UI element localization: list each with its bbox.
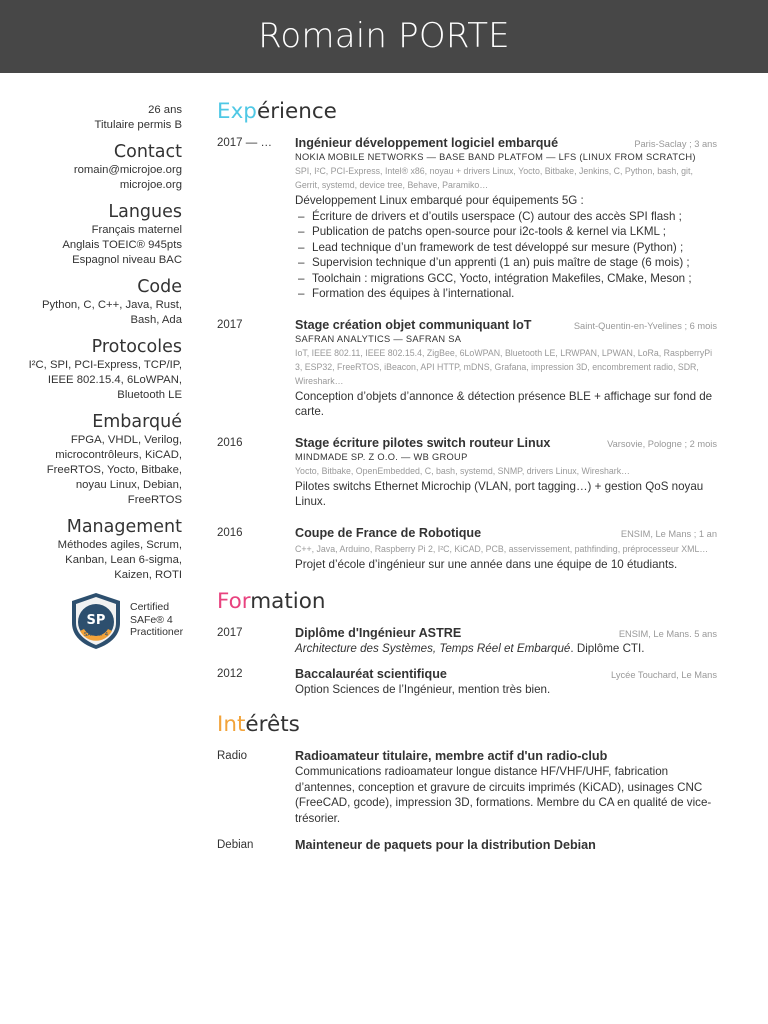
experience-entry — [217, 318, 717, 420]
entry-organization: NOKIA MOBILE NETWORKS — BASE BAND PLATFOM — LFS (LINUX FROM SCRATCH) — [295, 152, 696, 162]
protocols-line: IEEE 802.15.4, 6LoWPAN, — [47, 374, 182, 386]
age: 26 ans — [148, 104, 182, 116]
management-line: Méthodes agiles, Scrum, — [57, 539, 182, 551]
management-line: Kanban, Lean 6-sigma, — [65, 554, 182, 566]
bullet-item: – Publication de patchs open-source pour i2c-tools & kernel via LKML ; — [312, 224, 717, 240]
entry-date: 2017 — [217, 627, 243, 639]
entry-location: Lycée Touchard, Le Mans — [611, 669, 717, 680]
bullet-item: – Toolchain : migrations GCC, Yocto, intégration Makefiles, CMake, Meson ; — [312, 271, 717, 287]
entry-title: Coupe de France de Robotique — [295, 525, 482, 540]
formation-title-highlight: For — [217, 589, 251, 614]
formation-entry — [217, 626, 717, 657]
entry-tags: Yocto, Bitbake, OpenEmbedded, C, bash, systemd, SNMP, drivers Linux, Wireshark… — [295, 465, 630, 476]
entry-tags: C++, Java, Arduino, Raspberry Pi 2, I²C, KiCAD, PCB, asservissement, pathfinding, préprocesseur XML… — [295, 543, 709, 554]
embedded-line: microcontrôleurs, KiCAD, — [55, 449, 182, 461]
protocols-title: Protocoles — [91, 337, 182, 357]
contact-email[interactable]: romain@microjoe.org — [73, 164, 182, 176]
embedded-line: noyau Linux, Debian, — [75, 479, 182, 491]
embedded-section — [0, 411, 182, 508]
cert-line: SAFe® 4 — [130, 613, 173, 626]
entry-date: Radio — [217, 750, 248, 762]
entry-tags: IoT, IEEE 802.11, IEEE 802.15.4, ZigBee, 6LoWPAN, Bluetooth LE, LRWPAN, LPWAN, LoRa, RaspberryPi 3, ESP32, FreeRTOS, iBeacon, API HTTP, mDNS, Grafana, impression 3D, encombrement radio, SDR, Wireshark… — [295, 347, 713, 386]
experience-title — [217, 98, 717, 126]
contact-title: Contact — [113, 142, 182, 162]
badge-sub-text: SAFe® 4 — [83, 632, 109, 638]
entry-title: Ingénieur développement logiciel embarqué — [295, 136, 559, 150]
entry-description: Projet d’école d’ingénieur sur une année dans une équipe de 10 étudiants. — [295, 557, 678, 571]
entry-date: 2017 — … — [217, 137, 272, 149]
interests-section — [217, 711, 717, 852]
entry-tags: SPI, I²C, PCI-Express, Intel® x86, noyau + drivers Linux, Yocto, Bitbake, Jenkins, C, Python, bash, git, Gerrit, systemd, device tree, Behave, Paramiko… — [295, 166, 693, 190]
entry-title: Radioamateur titulaire, membre actif d'un radio-club — [295, 749, 608, 763]
entry-location: Paris-Saclay ; 3 ans — [634, 139, 717, 149]
personal-info — [0, 103, 182, 133]
entry-location: Varsovie, Pologne ; 2 mois — [607, 438, 717, 449]
interests-title — [217, 711, 717, 739]
management-title: Management — [66, 517, 182, 537]
bullet-item: – Lead technique d’un framework de test développé sur mesure (Python) ; — [312, 240, 717, 256]
contact-website[interactable]: microjoe.org — [119, 179, 182, 191]
code-line: Bash, Ada — [130, 314, 182, 326]
formation-title — [217, 588, 717, 616]
embedded-line: FreeRTOS — [127, 494, 182, 506]
entry-description: Développement Linux embarqué pour équipements 5G : — [295, 194, 584, 207]
entry-date: 2016 — [217, 526, 243, 539]
main-content — [217, 98, 717, 864]
entry-title: Diplôme d'Ingénieur ASTRE — [295, 626, 462, 640]
protocols-line: I²C, SPI, PCI-Express, TCP/IP, — [28, 359, 182, 371]
bullet-item: – Écriture de drivers et d’outils userspace (C) autour des accès SPI flash ; — [312, 209, 717, 225]
entry-location: ENSIM, Le Mans ; 1 an — [620, 528, 717, 539]
formation-title-rest: mation — [250, 589, 326, 614]
entry-organization: MINDMADE SP. Z O.O. — WB GROUP — [295, 451, 468, 462]
cert-line: Certified — [130, 601, 170, 613]
entry-description: Pilotes switchs Ethernet Microchip (VLAN, port tagging…) + gestion QoS noyau Linux. — [295, 479, 704, 508]
entry-date: 2016 — [217, 436, 243, 449]
interests-title-rest: érêts — [245, 712, 300, 737]
embedded-line: FPGA, VHDL, Verilog, — [70, 434, 182, 446]
formation-entry — [217, 667, 717, 698]
cert-text — [130, 601, 183, 639]
entry-date: Debian — [217, 839, 254, 851]
experience-entry — [217, 436, 717, 510]
entry-title: Stage création objet communiquant IoT — [295, 317, 532, 332]
language-line: Anglais TOEIC® 945pts — [62, 239, 182, 251]
languages-section — [0, 201, 182, 268]
languages-title: Langues — [108, 202, 182, 222]
page-title: Romain PORTE — [258, 16, 510, 56]
protocols-section — [0, 336, 182, 403]
experience-title-highlight: Exp — [217, 99, 257, 124]
code-section — [0, 276, 182, 328]
header-bar — [0, 0, 768, 73]
bullet-item: – Supervision technique d’un apprenti (1 an) puis maître de stage (6 mois) ; — [312, 255, 717, 271]
entry-title: Baccalauréat scientifique — [295, 666, 447, 681]
experience-title-rest: érience — [256, 99, 337, 124]
entry-description-italic: Architecture des Systèmes, Temps Réel et Embarqué — [295, 642, 571, 655]
experience-entry — [217, 526, 717, 573]
entry-description: Conception d’objets d’annonce & détection présence BLE + affichage sur fond de carte. — [295, 389, 713, 418]
protocols-line: Bluetooth LE — [117, 389, 182, 401]
sidebar — [0, 103, 182, 659]
embedded-line: FreeRTOS, Yocto, Bitbake, — [46, 464, 182, 476]
management-section — [0, 516, 182, 583]
entry-title: Mainteneur de paquets pour la distribution Debian — [295, 838, 596, 852]
formation-section — [217, 588, 717, 697]
entry-description: Communications radioamateur longue distance HF/VHF/UHF, fabrication d’antennes, conception et gravure de circuits imprimés (KiCAD), usinages CNC (FreeCAD, gcode), impression 3D, formations. Membre du CA en qualité de vice-trésorier. — [295, 765, 712, 825]
entry-date: 2012 — [217, 667, 243, 680]
management-line: Kaizen, ROTI — [114, 569, 182, 581]
embedded-title: Embarqué — [92, 412, 182, 432]
entry-title: Stage écriture pilotes switch routeur Linux — [295, 435, 551, 450]
license: Titulaire permis B — [94, 119, 182, 131]
interest-entry — [217, 749, 717, 826]
badge-main-text: SP — [86, 613, 106, 628]
language-line: Français maternel — [91, 224, 182, 236]
certification — [0, 591, 182, 659]
code-line: Python, C, C++, Java, Rust, — [41, 299, 182, 311]
entry-location: ENSIM, Le Mans. 5 ans — [618, 629, 717, 639]
interests-title-highlight: Int — [217, 712, 246, 737]
bullet-item: – Formation des équipes à l’international. — [312, 286, 717, 302]
entry-organization: SAFRAN ANALYTICS — SAFRAN SA — [295, 333, 462, 344]
entry-description-rest: . Diplôme CTI. — [570, 642, 645, 655]
entry-bullets — [295, 209, 717, 302]
safe-badge-icon — [68, 591, 124, 651]
entry-description — [295, 641, 717, 657]
entry-location: Saint-Quentin-en-Yvelines ; 6 mois — [573, 320, 717, 331]
entry-date: 2017 — [217, 318, 243, 331]
code-title: Code — [137, 277, 182, 297]
contact-section — [0, 141, 182, 193]
entry-description: Option Sciences de l’Ingénieur, mention très bien. — [295, 682, 551, 696]
language-line: Espagnol niveau BAC — [72, 254, 182, 266]
interest-entry — [217, 838, 717, 852]
cert-line: Practitioner — [130, 626, 184, 638]
experience-section — [217, 98, 717, 572]
experience-entry — [217, 136, 717, 302]
